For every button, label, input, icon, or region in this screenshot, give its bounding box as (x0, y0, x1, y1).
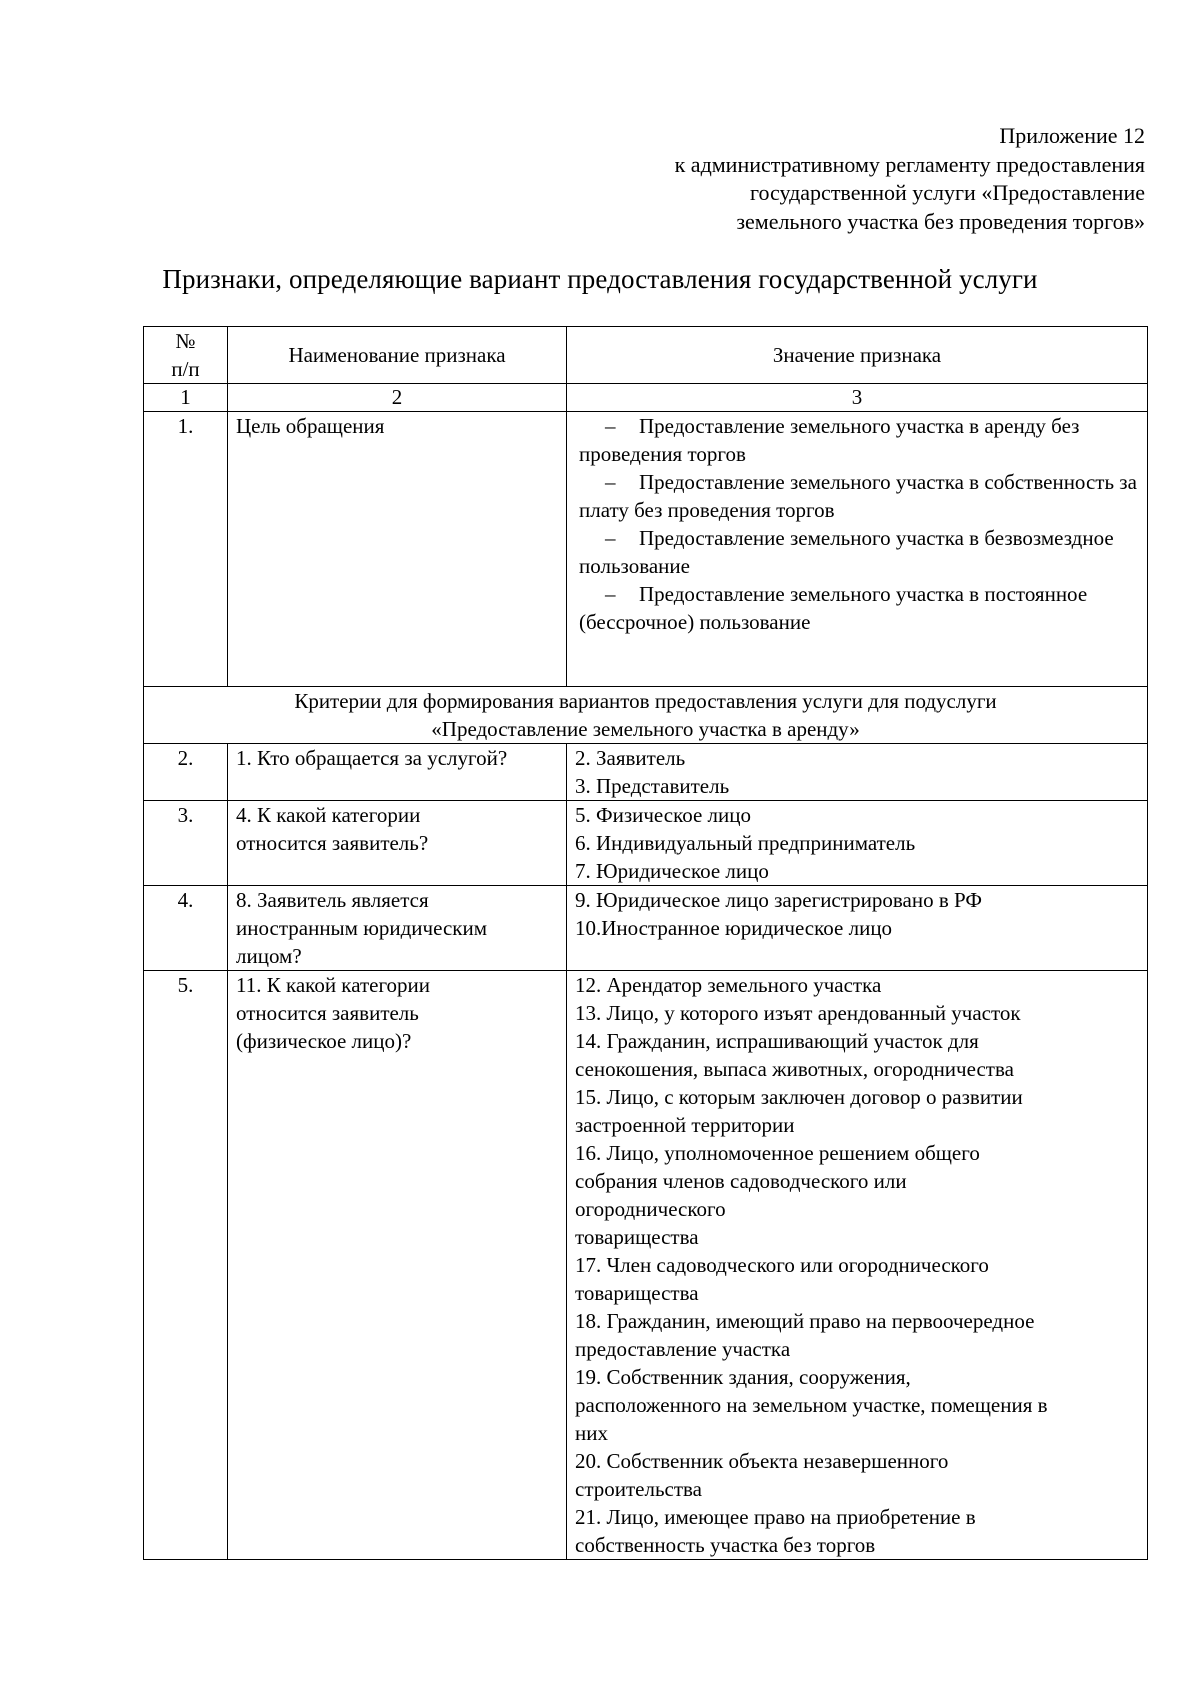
dash-marker: – (605, 414, 616, 438)
sign-values (567, 801, 1148, 886)
table-row (144, 801, 1148, 886)
appendix-reference-line: государственной услуги «Предоставление (749, 180, 1145, 205)
column-number: 2 (228, 384, 567, 412)
column-number: 3 (567, 384, 1148, 412)
list-item: – Предоставление земельного участка в аренду без проведения торгов (579, 414, 1080, 466)
list-item: – Предоставление земельного участка в постоянное (бессрочное) пользование (579, 582, 1088, 634)
dash-marker: – (605, 526, 616, 550)
table-header-row (144, 327, 1148, 384)
column-numbers-row (144, 384, 1148, 412)
header-sign-value: Значение признака (567, 327, 1148, 384)
header-sign-name: Наименование признака (228, 327, 567, 384)
sign-values: 12. Арендатор земельного участка 13. Лицо, у которого изъят арендованный участок 14. Гражданин, испрашивающий участок для сенокошения, выпаса животных, огородничества 15. Лицо, с которым заключен договор о развитии застроенной территории 16. Лицо, уполномоченное решением общего собрания членов садоводческого или огороднического товарищества 17. Член садоводческого или огороднического товарищества 18. Гражданин, имеющий право на первоочередное предоставление участка 19. Собственник здания, сооружения, расположенного на земельном участке, помещения в них 20. Собственник объекта незавершенного строительства 21. Лицо, имеющее право на приобретение в собственность участка без торгов (567, 971, 1148, 1560)
column-number: 1 (144, 384, 228, 412)
appendix-header (675, 122, 1145, 236)
table-row (144, 886, 1148, 971)
row-number: 1. (144, 412, 228, 687)
appendix-reference-line: к административному регламенту предоставления (674, 151, 1145, 177)
sign-name: 4. К какой категории относится заявитель? (228, 801, 567, 886)
sign-values (567, 744, 1148, 801)
list-item: 6. Индивидуальный предприниматель (575, 831, 916, 855)
sign-name: Цель обращения (228, 412, 567, 687)
header-number-cell (144, 327, 228, 384)
signs-table (143, 326, 1148, 1560)
sign-name: 11. К какой категории относится заявитель (физическое лицо)? (228, 971, 567, 1560)
list-item: 9. Юридическое лицо зарегистрировано в РФ (575, 888, 982, 912)
list-item: 10.Иностранное юридическое лицо (575, 916, 893, 940)
table-row (144, 971, 1148, 1560)
dash-marker: – (605, 582, 616, 606)
sign-name: 8. Заявитель является иностранным юридическим лицом? (228, 886, 567, 971)
document-title: Признаки, определяющие вариант предоставления государственной услуги (162, 264, 1038, 294)
row-number: 2. (144, 744, 228, 801)
table-row (144, 412, 1148, 687)
sign-name: 1. Кто обращается за услугой? (228, 744, 567, 801)
appendix-number: Приложение 12 (999, 123, 1145, 148)
list-item: – Предоставление земельного участка в безвозмездное пользование (579, 526, 1114, 578)
dash-marker: – (605, 470, 616, 494)
list-item: 3. Представитель (575, 774, 730, 798)
section-heading: Критерии для формирования вариантов предоставления услуги для подуслуги «Предоставление земельного участка в аренду» (144, 687, 1148, 744)
sign-values (567, 886, 1148, 971)
row-number: 4. (144, 886, 228, 971)
number-sign: № (175, 329, 196, 353)
list-item: 5. Физическое лицо (575, 803, 752, 827)
list-item: – Предоставление земельного участка в собственность за плату без проведения торгов (579, 470, 1137, 522)
row-number: 5. (144, 971, 228, 1560)
sign-values (567, 412, 1148, 687)
list-item: 2. Заявитель (575, 746, 686, 770)
table-row (144, 744, 1148, 801)
number-abbrev: п/п (171, 357, 200, 381)
appendix-reference-line: земельного участка без проведения торгов» (736, 208, 1145, 234)
list-item: 7. Юридическое лицо (575, 859, 769, 883)
row-number: 3. (144, 801, 228, 886)
section-row (144, 687, 1148, 744)
